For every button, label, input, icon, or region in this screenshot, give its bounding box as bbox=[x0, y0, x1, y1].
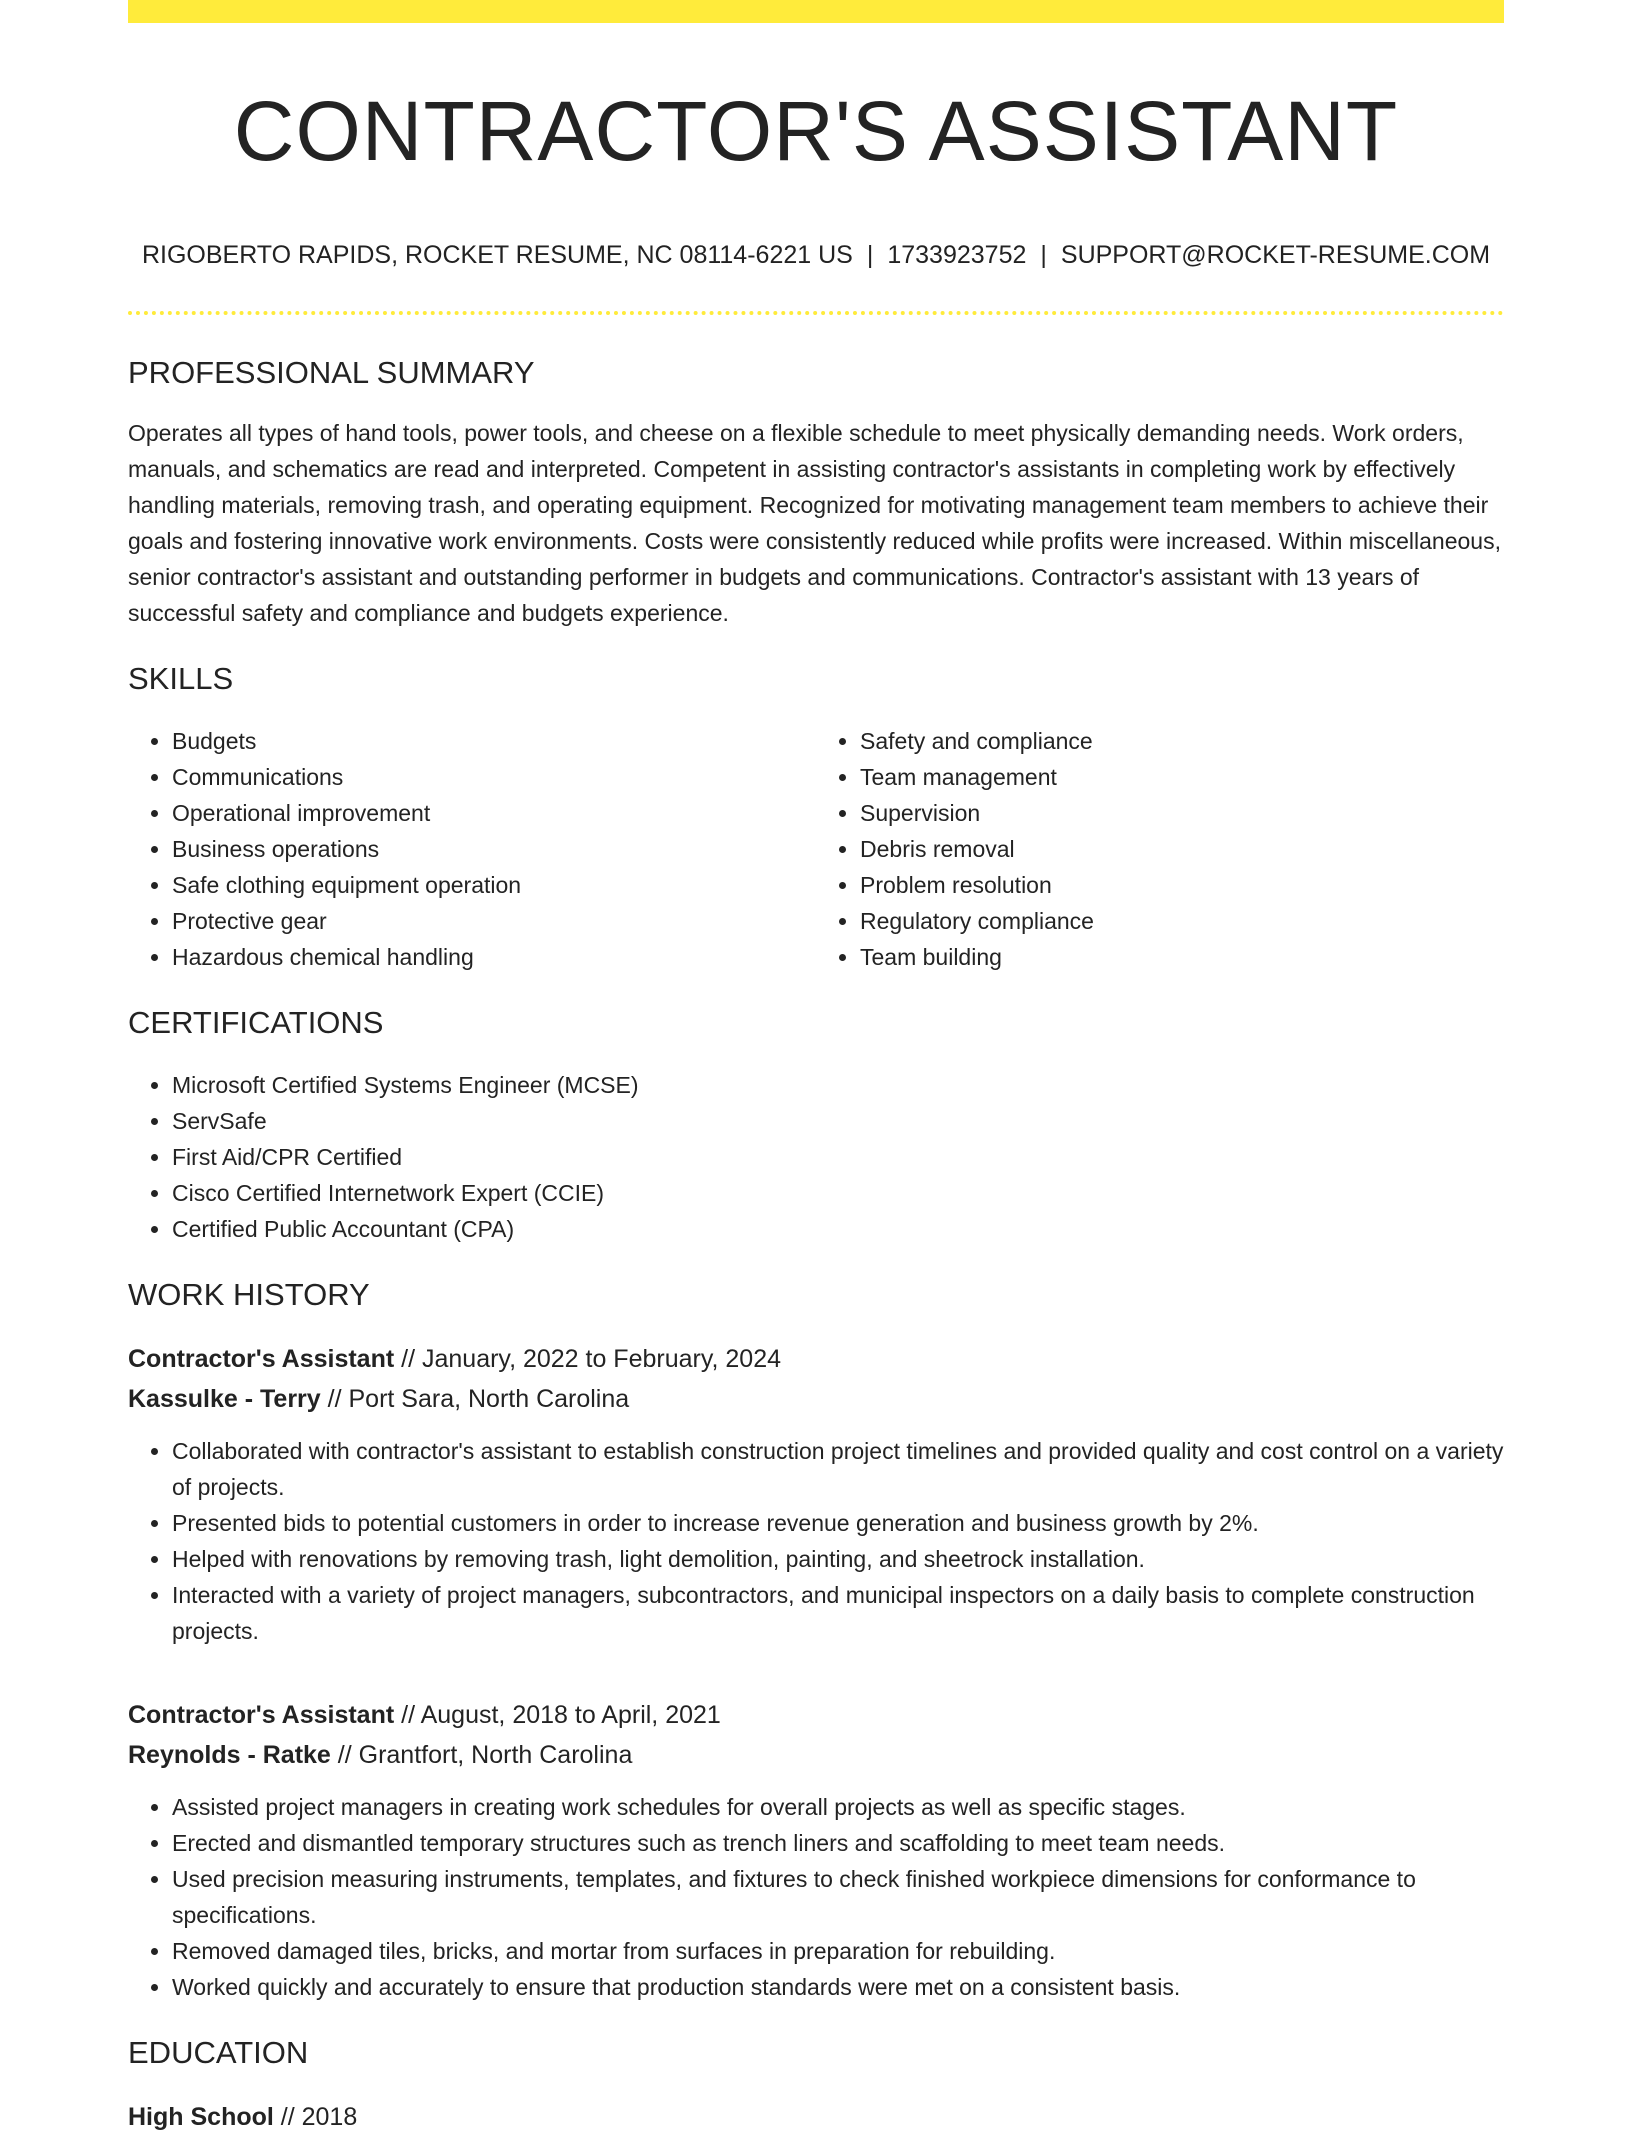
certification-item: • First Aid/CPR Certified bbox=[172, 1139, 1504, 1175]
job-location: // Port Sara, North Carolina bbox=[327, 1385, 630, 1413]
job-company: Kassulke - Terry bbox=[128, 1385, 321, 1413]
job-title: Contractor's Assistant bbox=[128, 1345, 395, 1373]
job-dates: // August, 2018 to April, 2021 bbox=[401, 1701, 721, 1729]
certification-item: • ServSafe bbox=[172, 1103, 1504, 1139]
skill-item: • Safe clothing equipment operation bbox=[172, 867, 816, 903]
accent-top-bar bbox=[128, 0, 1504, 23]
job-bullets bbox=[128, 1789, 1504, 2005]
skills-list-left bbox=[128, 723, 816, 975]
job-location: // Grantfort, North Carolina bbox=[337, 1741, 633, 1769]
job-title-line bbox=[128, 1339, 1504, 1379]
skill-item: • Budgets bbox=[172, 723, 816, 759]
summary-section bbox=[128, 353, 1504, 631]
certifications-heading: CERTIFICATIONS bbox=[128, 1005, 384, 1040]
contact-line bbox=[128, 239, 1504, 271]
skill-item: • Safety and compliance bbox=[860, 723, 1504, 759]
work-history-section bbox=[128, 1275, 1504, 2005]
education-school: High School bbox=[128, 2103, 274, 2131]
education-line bbox=[128, 2097, 1504, 2137]
skills-columns bbox=[128, 723, 1504, 975]
skill-item: • Protective gear bbox=[172, 903, 816, 939]
education-year: // 2018 bbox=[280, 2103, 358, 2131]
work-history-heading: WORK HISTORY bbox=[128, 1277, 370, 1312]
job-bullet: • Worked quickly and accurately to ensure that production standards were met on a consistent basis. bbox=[172, 1969, 1504, 2005]
job-bullets bbox=[128, 1433, 1504, 1649]
contact-phone: 1733923752 bbox=[887, 241, 1027, 269]
summary-text: Operates all types of hand tools, power tools, and cheese on a flexible schedule to meet physically demanding needs. Work orders, manuals, and schematics are read and interpreted. Competent in assisting contractor's assistants in completing work by effectively handling materials, removing trash, and operating equipment. Recognized for motivating management team members to achieve their goals and fostering innovative work environments. Costs were consistently reduced while profits were increased. Within miscellaneous, senior contractor's assistant and outstanding performer in budgets and communications. Contractor's assistant with 13 years of successful safety and compliance and budgets experience. bbox=[128, 420, 1501, 626]
certifications-list bbox=[128, 1067, 1504, 1247]
job-entry bbox=[128, 1695, 1504, 2005]
education-section bbox=[128, 2033, 1504, 2137]
job-bullet: • Helped with renovations by removing trash, light demolition, painting, and sheetrock installation. bbox=[172, 1541, 1504, 1577]
certification-item: • Cisco Certified Internetwork Expert (CCIE) bbox=[172, 1175, 1504, 1211]
skills-heading: SKILLS bbox=[128, 661, 234, 696]
contact-email: SUPPORT@ROCKET-RESUME.COM bbox=[1060, 241, 1491, 269]
summary-heading: PROFESSIONAL SUMMARY bbox=[128, 355, 535, 390]
skill-item: • Regulatory compliance bbox=[860, 903, 1504, 939]
job-bullet: • Collaborated with contractor's assistant to establish construction project timelines and provided quality and cost control on a variety of projects. bbox=[172, 1433, 1504, 1505]
skill-item: • Team management bbox=[860, 759, 1504, 795]
job-company-line bbox=[128, 1379, 1504, 1419]
skills-list-right bbox=[816, 723, 1504, 975]
skill-item: • Communications bbox=[172, 759, 816, 795]
skill-item: • Hazardous chemical handling bbox=[172, 939, 816, 975]
education-heading: EDUCATION bbox=[128, 2035, 309, 2070]
education-entry bbox=[128, 2097, 1504, 2137]
job-bullet: • Interacted with a variety of project managers, subcontractors, and municipal inspectors on a daily basis to complete construction projects. bbox=[172, 1577, 1504, 1649]
certifications-section bbox=[128, 1003, 1504, 1247]
certification-item: • Certified Public Accountant (CPA) bbox=[172, 1211, 1504, 1247]
resume-page bbox=[128, 0, 1504, 2137]
skill-item: • Problem resolution bbox=[860, 867, 1504, 903]
contact-separator: | bbox=[866, 241, 874, 269]
job-dates: // January, 2022 to February, 2024 bbox=[401, 1345, 781, 1373]
job-title-line bbox=[128, 1695, 1504, 1735]
resume-title: CONTRACTOR'S ASSISTANT bbox=[233, 84, 1399, 178]
job-title: Contractor's Assistant bbox=[128, 1701, 395, 1729]
skill-item: • Operational improvement bbox=[172, 795, 816, 831]
job-bullet: • Presented bids to potential customers in order to increase revenue generation and business growth by 2%. bbox=[172, 1505, 1504, 1541]
contact-address: RIGOBERTO RAPIDS, ROCKET RESUME, NC 08114-6221 US bbox=[141, 241, 853, 269]
dotted-divider bbox=[128, 311, 1504, 315]
skill-item: • Supervision bbox=[860, 795, 1504, 831]
job-bullet: • Used precision measuring instruments, templates, and fixtures to check finished workpiece dimensions for conformance to specifications. bbox=[172, 1861, 1504, 1933]
skill-item: • Debris removal bbox=[860, 831, 1504, 867]
job-company: Reynolds - Ratke bbox=[128, 1741, 331, 1769]
job-bullet: • Erected and dismantled temporary structures such as trench liners and scaffolding to meet team needs. bbox=[172, 1825, 1504, 1861]
job-company-line bbox=[128, 1735, 1504, 1775]
skill-item: • Business operations bbox=[172, 831, 816, 867]
job-bullet: • Removed damaged tiles, bricks, and mortar from surfaces in preparation for rebuilding. bbox=[172, 1933, 1504, 1969]
job-entry bbox=[128, 1339, 1504, 1649]
certification-item: • Microsoft Certified Systems Engineer (MCSE) bbox=[172, 1067, 1504, 1103]
contact-separator: | bbox=[1040, 241, 1047, 269]
skill-item: • Team building bbox=[860, 939, 1504, 975]
skills-section bbox=[128, 659, 1504, 975]
job-bullet: • Assisted project managers in creating work schedules for overall projects as well as specific stages. bbox=[172, 1789, 1504, 1825]
